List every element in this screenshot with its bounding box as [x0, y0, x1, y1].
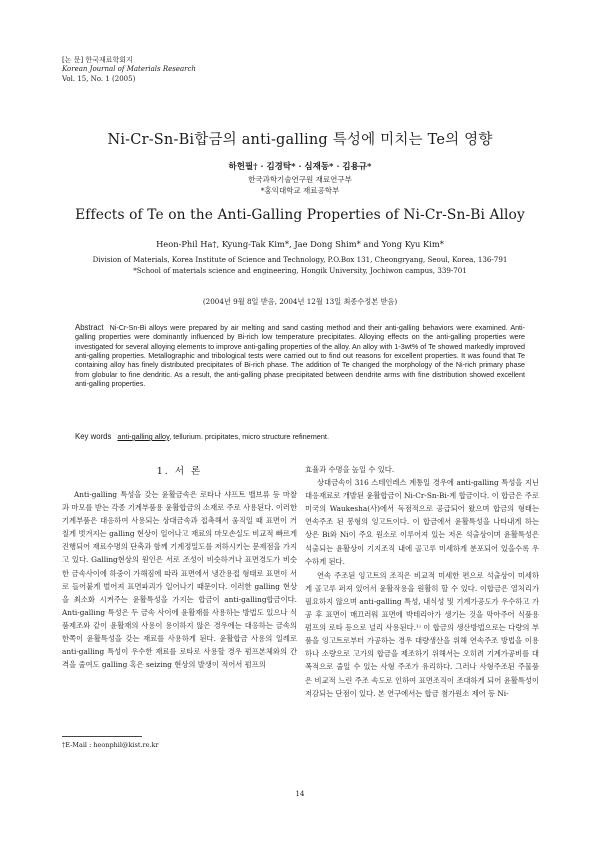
english-authors: Heon-Phil Ha†, Kyung-Tak Kim*, Jae Dong Shim* and Yong Kyu Kim*: [156, 239, 444, 249]
section-heading-introduction: 1. 서 론: [156, 466, 203, 477]
keyword-underlined: anti-galling alloy: [117, 432, 170, 441]
abstract: [75, 323, 525, 389]
korean-affiliations: [0, 175, 600, 196]
left-column: [62, 488, 297, 671]
footnote-email: †E-Mail : heonphil@kist.re.kr: [62, 741, 159, 749]
keywords-rest: , tellurium. prcipitates, micro structure refinement.: [169, 432, 329, 441]
journal-volume: Vol. 15, No. 1 (2005): [62, 74, 136, 83]
journal-header: [62, 56, 362, 84]
korean-affiliation-2: *홍익대학교 재료공학부: [260, 185, 340, 195]
paragraph: 상대금속이 316 스테인레스 계통일 경우에 anti-galling 특성을 지닌 대응재료로 개발된 윤활합금이 Ni-Cr-Sn-Bi-계 합금이다. 이 합금은 주로 미국의 Waukesha(사)에서 독점적으로 공급되어 왔으며 합금의 형태는 연속주조 된 봉형의 잉고트이다. 이 합금에서 윤활특성을 나타내게 하는 상은 Bi와 Ni이 주요 원소로 이루어져 있는 저온 석출상이며 윤활특성은 석출되는 윤활상이 기지조직 내에 골고루 미세하게 분포되어 있을수록 우수하게 된다.: [305, 478, 539, 566]
received-dates: (2004년 9월 8일 받음, 2004년 12월 13일 최종수정본 받음): [202, 297, 398, 306]
footnote-divider: [62, 736, 142, 737]
keywords-label: Key words: [75, 432, 112, 441]
journal-name-ko: [논 문] 한국재료학회지: [62, 56, 133, 64]
right-column: [305, 463, 539, 700]
journal-name-en: Korean Journal of Materials Research: [62, 65, 196, 74]
english-affiliation-1: Division of Materials, Korea Institute of Science and Technology, P.O.Box 131, Cheongryang, Seoul, Korea, 136-791: [92, 255, 508, 264]
abstract-label: Abstract: [75, 323, 104, 332]
abstract-text: Ni-Cr-Sn-Bi alloys were prepared by air melting and sand casting method and their anti-galling behaviors were examined. Anti-galling properties were dominantly influenced by Bi-rich low temperature precipitates. Alloying effects on the anti-galling properties were investigated for several alloying elements to improve anti-galling properties of the alloy. An alloy with 1-3wt% of Te showed markedly improved anti-galling properties. Metallographic and tribological tests were carried out to find out reasons for excellent properties. It was found that Te containing alloy has finely distributed precipitates of Bi-rich phase. The addition of Te changed the morphology of the Ni-rich primary phase from globular to fine dendritic. As a result, the anti-galling phase precipitated between dendrite arms with fine distribution showed excellent anti-galling properties.: [75, 324, 526, 389]
english-affiliation-2: *School of materials science and engineering, Hongik University, Jochiwon campus, 339-701: [133, 266, 467, 275]
paragraph: Anti-galling 특성을 갖는 윤활금속은 로타나 샤프트 밸브류 등 마찰과 마모를 받는 각종 기계부품용 윤활합금의 소재로 주로 사용된다. 이러한 기계부품은 대응하여 사용되는 상대금속과 접촉해서 움직일 때 표면이 거칠게 벗겨지는 galling 현상이 일어나고 재료의 마모손실도 비교적 빠르게 진행되어 재료수명의 단축과 함께 기계정밀도를 저하시키는 문제점을 가지고 있다. Galling현상의 원인은 서로 조성이 비슷하거나 표면경도가 비슷한 금속사이에 하중이 가해짐에 따라 표면에서 냉간용접 형태로 표면이 서로 들어붙게 벌어져 표면파괴가 일어나기 때문이다. 이러한 galling 현상을 최소화 시켜주는 윤활특성을 가지는 합금이 anti-galling합금이다. Anti-galling 특성은 두 금속 사이에 윤활재를 사용하는 방법도 있으나 식품제조와 같이 윤활재의 사용이 용이하지 않은 경우에는 대응하는 금속의 한쪽이 윤활특성을 갖는 재료를 사용하게 된다. 윤활합금 사용의 일례로 anti-galling 특성이 우수한 재료를 로타로 사용할 경우 펌프본체와의 간격을 줄여도 galling 혹은 seizing 현상의 발생이 적어서 펌프의: [62, 490, 297, 670]
keywords: [75, 432, 535, 441]
korean-authors: 하헌필† · 김경탁* · 심재동* · 김용규*: [228, 162, 372, 172]
paragraph: 연속 주조된 잉고트의 조직은 비교적 미세한 편으로 석출상이 미세하게 골고루 퍼져 있어서 윤활작용을 원활히 할 수 있다. 이합금은 열처리가 필요하지 않으며 anti-galling 특성, 내식성 및 기계가공도가 우수하고 가공 후 표면이 매끄러워 표면에 박테리아가 생기는 것을 막아주어 식품용 펌프의 로타 등으로 널리 사용된다.¹⁾ 이 합금의 생산방법으로는 다량의 부품을 잉고트로부터 가공하는 경우 대량생산을 위해 연속주조 방법을 이용하나 소량으로 고가의 합금을 제조하기 위해서는 오히려 기계가공비를 대폭적으로 줄일 수 있는 사형 주조가 유리하다. 그러나 사형주조된 주물품은 비교적 느린 주조 속도로 인하여 표면조직이 조대하게 되어 윤활특성이 저감되는 단점이 있다. 본 연구에서는 합금 첨가원소 제어 등 Ni-: [305, 570, 539, 698]
paragraph: 효율과 수명을 높일 수 있다.: [305, 465, 395, 474]
english-affiliations: [0, 254, 600, 276]
english-title: Effects of Te on the Anti-Galling Properties of Ni-Cr-Sn-Bi Alloy: [75, 207, 525, 223]
page-number: 14: [295, 790, 305, 798]
korean-affiliation-1: 한국과학기술연구원 재료연구부: [248, 175, 352, 184]
korean-title: Ni-Cr-Sn-Bi합금의 anti-galling 특성에 미치는 Te의 영향: [107, 132, 493, 148]
